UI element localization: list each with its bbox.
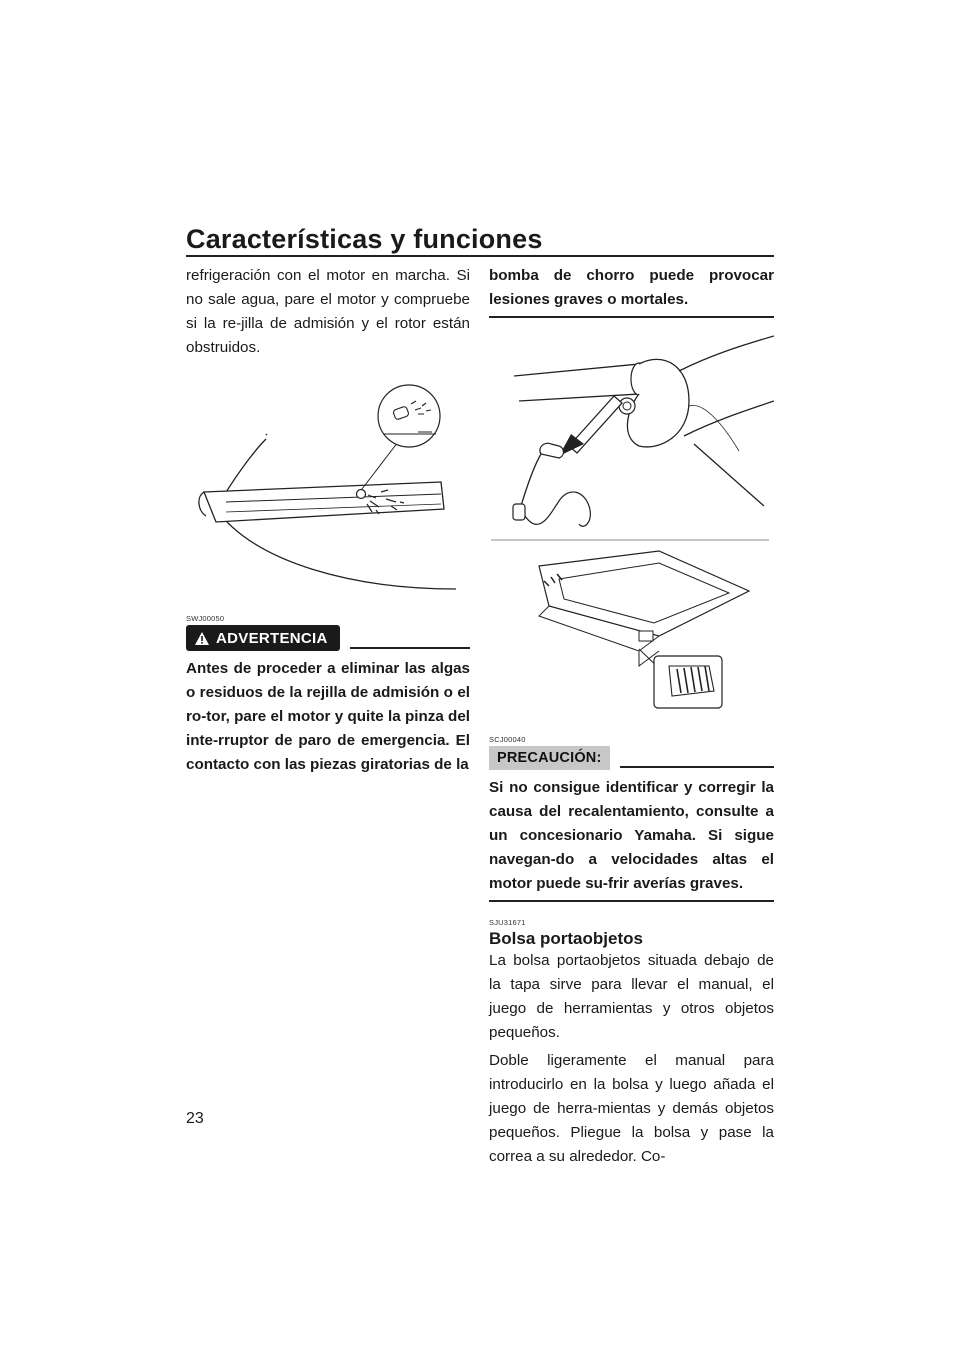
right-column [489,264,774,1173]
warning-label: ADVERTENCIA [216,629,328,647]
page-number: 23 [186,1110,204,1127]
section-paragraph-1: La bolsa portaobjetos situada debajo de la tapa sirve para llevar el manual, el juego de herramientas y otros objetos pequeños. [489,952,774,1041]
left-column [186,264,470,777]
intake-grate-illustration [489,541,774,721]
intro-paragraph: refrigeración con el motor en marcha. Si no sale agua, pare el motor y compruebe si la re-jilla de admisión y el rotor están obstruidos. [186,267,470,356]
section-code: SJU31671 [489,918,526,927]
caution-header-rule [620,766,774,768]
page-header-title: Características y funciones [186,224,543,254]
warning-badge [186,625,340,651]
warning-header [186,625,470,651]
warning-code: SWJ00050 [186,614,225,623]
warning-triangle-icon [194,631,210,646]
caution-badge: PRECAUCIÓN: [489,746,610,770]
caution-code: SCJ00040 [489,735,526,744]
warning-text: Antes de proceder a eliminar las algas o residuos de la rejilla de admisión o el ro-tor, pare el motor y quite la pinza del inte-rruptor de paro de emergencia. El contacto con las piezas giratorias de la [186,660,470,773]
warning-continuation-text: bomba de chorro puede provocar lesiones graves o mortales. [489,267,774,308]
caution-text: Si no consigue identificar y corregir la causa del recalentamiento, consulte a un concesionario Yamaha. Si sigue navegan-do a velocidades altas el motor puede su-frir averías graves. [489,779,774,892]
section-title: Bolsa portaobjetos [489,929,643,948]
header-divider [186,255,774,257]
section-paragraph-2: Doble ligeramente el manual para introducirlo en la bolsa y luego añada el juego de herra-mientas y demás objetos pequeños. Pliegue la bolsa y pase la correa a su alrededor. Co- [489,1052,774,1165]
handlebar-lanyard-illustration [489,326,774,541]
caution-header [489,746,774,770]
warning-end-rule [489,316,774,318]
warning-header-rule [350,647,470,649]
hull-water-outlet-illustration [186,364,470,604]
